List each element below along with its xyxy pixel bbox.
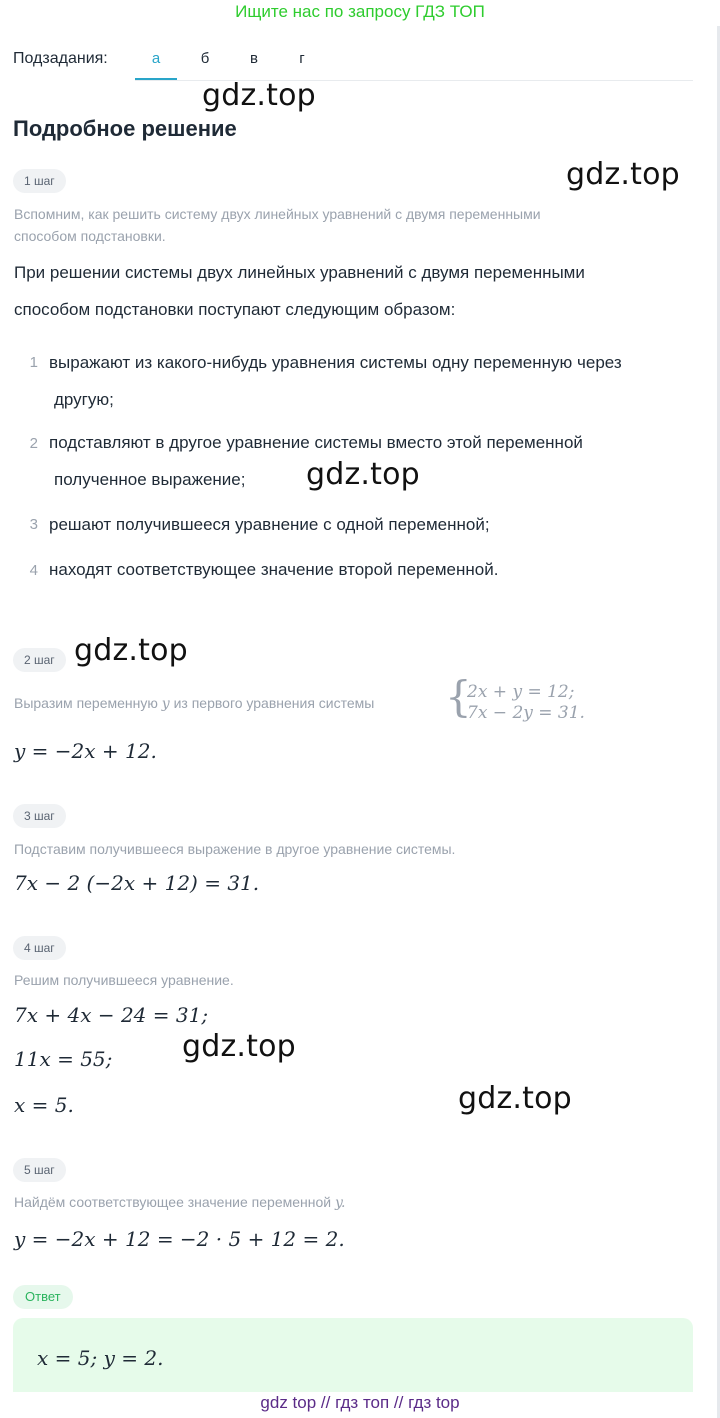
subtasks-label: Подзадания: [13,50,108,67]
promo-banner[interactable]: Ищите нас по запросу ГДЗ ТОП [235,2,485,21]
list-item-number: 1 [29,354,38,371]
tab-a[interactable]: а [151,50,161,67]
step-4-line-1: 7x + 4x − 24 = 31; [14,1003,209,1027]
step-2-badge: 2 шаг [13,648,66,672]
answer-value: x = 5; y = 2. [37,1346,164,1370]
step-2-hint-before: Выразим переменную [14,695,158,711]
watermark: gdz.top [182,1029,296,1064]
list-item-text-cont: полученное выражение; [54,470,246,489]
step-5-result: y = −2x + 12 = −2 · 5 + 12 = 2. [14,1227,345,1251]
step-4-badge: 4 шаг [13,936,66,960]
system-equation-2: 7x − 2y = 31. [467,703,585,723]
solution-title: Подробное решение [13,116,237,141]
step-5-hint [14,1192,346,1214]
step-1-badge: 1 шаг [13,169,66,193]
watermark: gdz.top [306,457,420,492]
step-1-text-line-2: способом подстановки поступают следующим образом: [14,300,456,319]
list-item-number: 2 [29,435,38,452]
watermark: gdz.top [74,633,188,668]
step-5-hint-var: y. [335,1195,346,1211]
step-4-line-3: x = 5. [14,1093,74,1117]
system-equation-1: 2x + y = 12; [467,682,575,702]
list-item-text: находят соответствующее значение второй переменной. [49,560,499,579]
tab-v[interactable]: в [250,50,258,67]
step-5-badge: 5 шаг [13,1158,66,1182]
watermark: gdz.top [202,78,316,113]
step-4-line-2: 11x = 55; [14,1047,113,1071]
step-2-result: y = −2x + 12. [14,739,157,763]
list-item-text-cont: другую; [54,390,114,409]
step-2-hint-after: из первого уравнения системы [173,695,375,711]
step-3-hint: Подставим получившееся выражение в другое уравнение системы. [14,841,456,857]
list-item-text: подставляют в другое уравнение системы вместо этой переменной [49,433,583,452]
step-2-hint-var: y [161,696,170,712]
step-4-hint: Решим получившееся уравнение. [14,972,234,988]
step-2-hint [14,693,374,715]
watermark: gdz.top [458,1081,572,1116]
watermark: gdz.top [566,157,680,192]
answer-badge: Ответ [13,1285,73,1309]
step-5-hint-text: Найдём соответствующее значение переменной [14,1194,332,1210]
list-item-number: 3 [29,516,38,533]
footer-links[interactable]: gdz top // гдз топ // гдз top [260,1393,460,1412]
step-3-badge: 3 шаг [13,804,66,828]
step-3-result: 7x − 2 (−2x + 12) = 31. [14,871,260,895]
list-item-text: решают получившееся уравнение с одной переменной; [49,515,490,534]
list-item-text: выражают из какого-нибудь уравнения системы одну переменную через [49,353,622,372]
step-1-hint-line-1: Вспомним, как решить систему двух линейных уравнений с двумя переменными [14,206,541,222]
step-1-text-line-1: При решении системы двух линейных уравнений с двумя переменными [14,263,585,282]
system-brace: { [445,672,472,721]
tab-g[interactable]: г [299,50,305,67]
tab-b[interactable]: б [200,50,210,67]
step-1-hint-line-2: способом подстановки. [14,228,166,244]
list-item-number: 4 [29,562,38,579]
